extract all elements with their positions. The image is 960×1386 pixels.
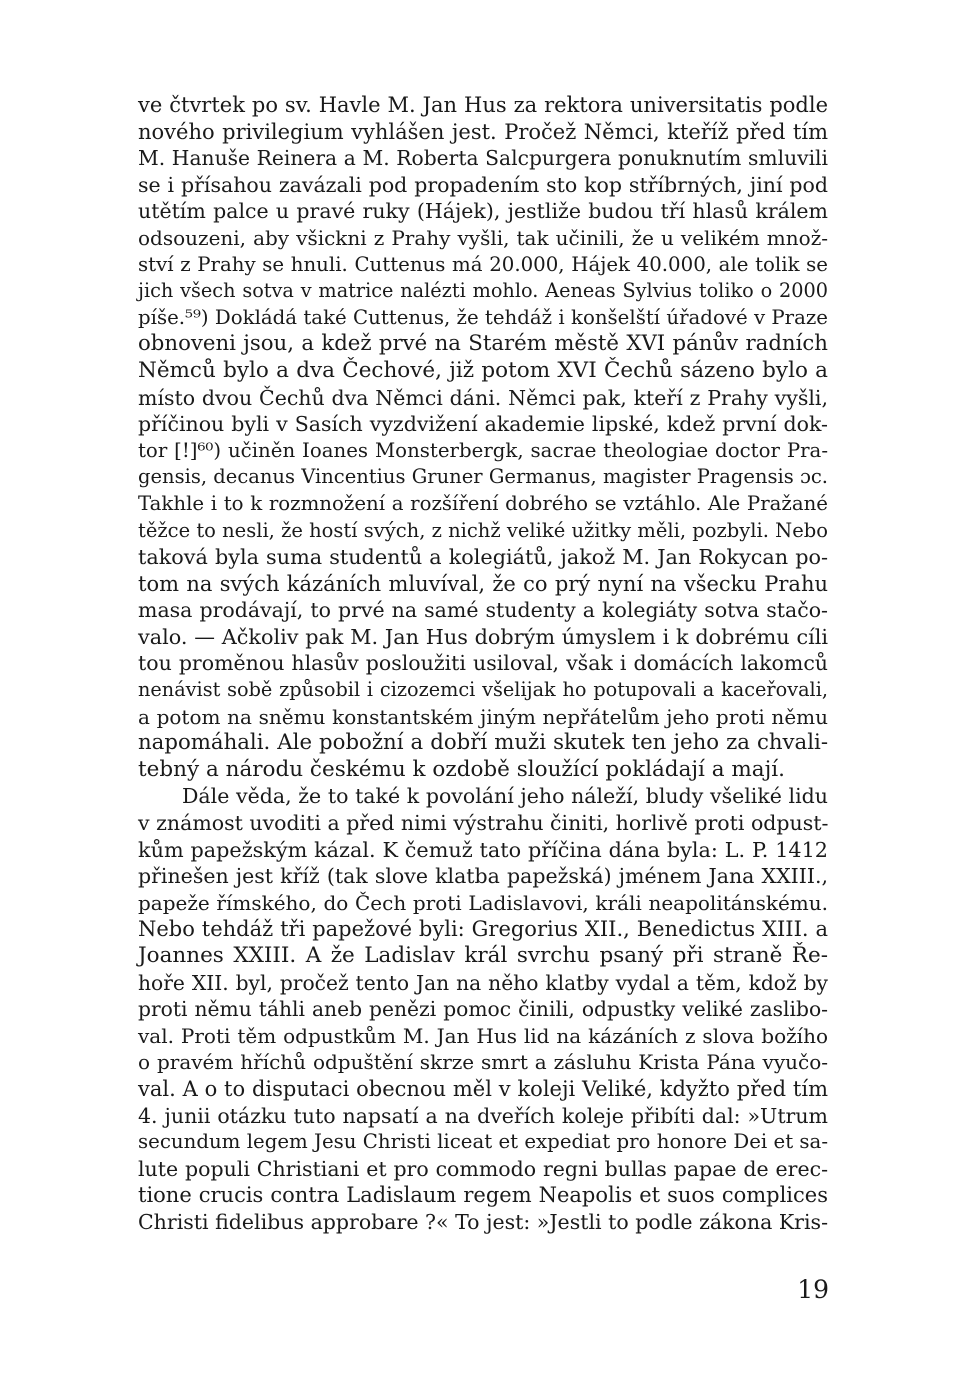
text-line: o pravém hříchů odpuštění skrze smrt a zásluhu Krista Pána vyučo- [138, 1050, 828, 1075]
text-line: ství z Prahy se hnuli. Cuttenus má 20.000, Hájek 40.000, ale tolik se [138, 252, 828, 276]
text-line: nenávist sobě způsobil i cizozemci všelijak ho potupovali a kaceřovali, [138, 678, 828, 702]
text-line: proti němu táhli aneb penězi pomoc činili, odpustky veliké zaslibo- [138, 997, 828, 1022]
text-line: val. A o to disputaci obecnou měl v koleji Veliké, kdyžto před tím [138, 1076, 828, 1101]
text-line: valo. — Ačkoliv pak M. Jan Hus dobrým úmyslem i k dobrému cíli [138, 624, 828, 649]
text-line: Joannes XXIII. A že Ladislav král svrchu psaný při straně Ře- [138, 943, 828, 968]
text-line: nového privilegium vyhlášen jest. Pročež Němci, kteříž před tím [138, 119, 828, 144]
text-line: tom na svých kázáních mluvíval, že co prý nyní na všecku Prahu [138, 571, 828, 596]
text-line: M. Hanuše Reinera a M. Roberta Salcpurgera ponuknutím smluvili [138, 146, 828, 171]
text-line: se i přísahou zavázali pod propadením sto kop stříbrných, jiní pod [138, 172, 828, 197]
text-line: kům papežským kázal. K čemuž tato příčina dána byla: L. P. 1412 [138, 837, 828, 862]
text-line: v známost uvoditi a před nimi výstrahu činiti, horlivě proti odpust- [138, 811, 829, 836]
text-line: papeže římského, do Čech proti Ladislavovi, králi neapolitánskému. [138, 890, 828, 915]
text-line: ve čtvrtek po sv. Havle M. Jan Hus za rektora universitatis podle [138, 93, 828, 117]
text-line: gensis, decanus Vincentius Gruner Germanus, magister Pragensis ɔc. [138, 465, 828, 489]
text-line: taková byla suma studentů a kolegiátů, jakož M. Jan Rokycan po- [138, 545, 828, 570]
text-line: tor [!]⁶⁰) učiněn Ioanes Monsterbergk, sacrae theologiae doctor Pra- [138, 438, 828, 462]
text-line: Nebo tehdáž tři papežové byli: Gregorius XII., Benedictus XIII. a [138, 917, 828, 942]
text-line: píše.⁵⁹) Dokládá také Cuttenus, že tehdáž i konšelští úřadové v Praze [138, 305, 828, 329]
text-line: příčinou byli v Sasích vyzdvižení akademie lipské, kdež první dok- [138, 412, 828, 437]
text-line: Němců bylo a dva Čechové, již potom XVI Čechů sázeno bylo a [138, 357, 828, 383]
text-line: 4. junii otázku tuto napsatí a na dveřích koleje přibíti dal: »Utrum [138, 1103, 828, 1128]
text-line: přinešen jest kříž (tak slove klatba papežská) jménem Jana XXIII., [138, 864, 828, 889]
text-line: tione crucis contra Ladislaum regem Neapolis et suos complices [138, 1183, 828, 1208]
body-text [138, 92, 828, 1236]
text-line: masa prodávají, to prvé na samé studenty a kolegiáty sotva stačo- [138, 598, 828, 623]
text-line: Christi fidelibus approbare ?« To jest: »Jestli to podle zákona Kris- [138, 1209, 828, 1234]
text-line: jich všech sotva v matrice nalézti mohlo. Aeneas Sylvius toliko o 2000 [138, 279, 828, 303]
text-line: hoře XII. byl, pročež tento Jan na něho klatby vydal a těm, kdož by [138, 970, 828, 995]
text-line: Dále věda, že to také k povolání jeho náleží, bludy všeliké lidu [182, 784, 828, 809]
text-line: a potom na sněmu konstantském jiným nepřátelům jeho proti němu [138, 704, 828, 729]
text-line: tou proměnou hlasův posloužiti usiloval, však i domácích lakomců [138, 651, 828, 676]
text-line: těžce to nesli, že hostí svých, z nichž veliké užitky měli, pozbyli. Nebo [138, 518, 828, 542]
text-line: Takhle i to k rozmnožení a rozšíření dobrého se vztáhlo. Ale Pražané [138, 491, 828, 515]
text-line: obnoveni jsou, a kdež prvé na Starém městě XVI pánův radních [138, 331, 828, 357]
page-number: 19 [797, 1275, 829, 1304]
text-line: napomáhali. Ale pobožní a dobří muži skutek ten jeho za chvali- [138, 730, 828, 756]
text-line: val. Proti těm odpustkům M. Jan Hus lid na kázáních z slova božího [138, 1023, 828, 1048]
text-line: tebný a národu českému k ozdobě sloužící pokládají a mají. [138, 756, 785, 782]
text-line: místo dvou Čechů dva Němci dáni. Němci pak, kteří z Prahy vyšli, [138, 385, 828, 410]
text-line: odsouzeni, aby všickni z Prahy vyšli, tak učinili, že u velikém množ- [138, 225, 828, 250]
text-line: secundum legem Jesu Christi liceat et expediat pro honore Dei et sa- [138, 1130, 828, 1154]
text-line: utětím palce u pravé ruky (Hájek), jestliže budou tří hlasů králem [138, 199, 828, 224]
text-line: lute populi Christiani et pro commodo regni bullas papae de erec- [138, 1156, 828, 1181]
